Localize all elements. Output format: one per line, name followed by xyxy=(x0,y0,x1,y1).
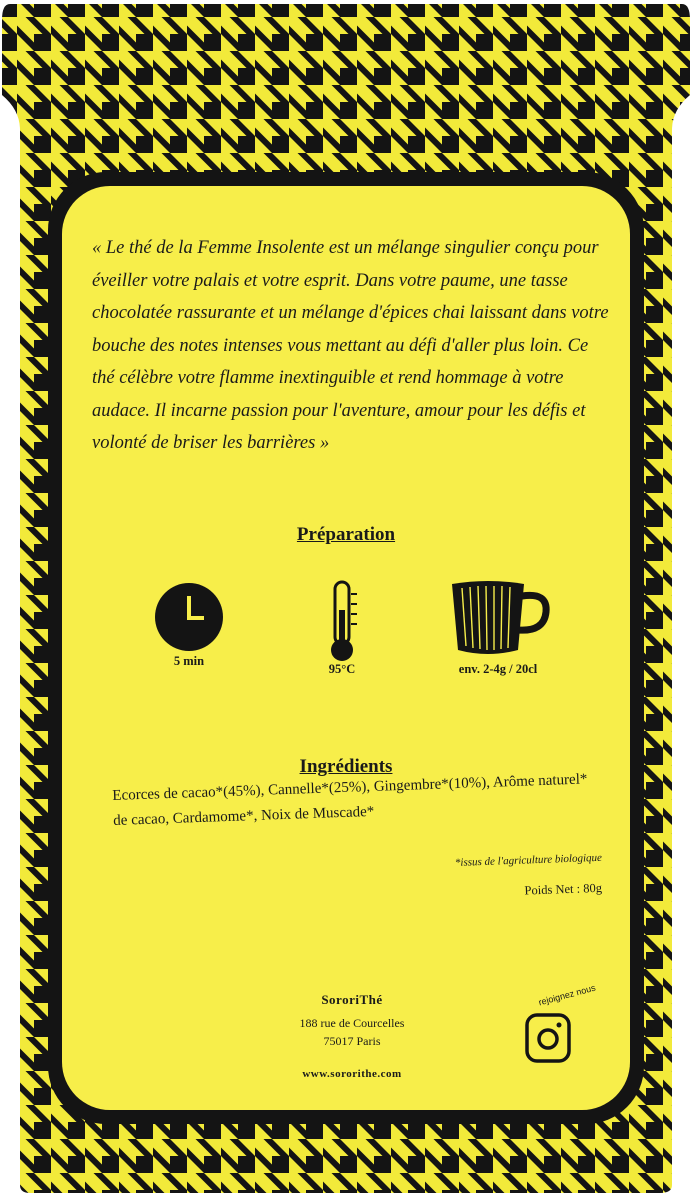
organic-note: *issus de l'agriculture biologique xyxy=(454,851,603,869)
temperature-label: 95°C xyxy=(328,662,356,676)
description-text: « Le thé de la Femme Insolente est un mélange singulier conçu pour éveiller votre palais et votre esprit. Dans votre paume, une tasse chocolatée rassurante et un mélange d'épices chai laissant dans votre bouche des notes intenses vous mettant au défi d'aller plus loin. Ce thé célèbre votre flamme inextinguible et rend hommage à votre audace. Il incarne passion pour l'aventure, amour pour les défis et volonté de briser les barrières » xyxy=(92,238,609,453)
net-weight: Poids Net : 80g xyxy=(524,880,603,898)
social-text: rejoignez nous xyxy=(537,982,597,1008)
prep-time-label: 5 min xyxy=(173,654,205,668)
dosage-label: env. 2-4g / 20cl xyxy=(458,662,538,676)
instagram-icon[interactable] xyxy=(524,1012,572,1064)
clock-icon xyxy=(152,580,226,654)
website-link[interactable]: www.sororithe.com xyxy=(302,1068,402,1080)
address-line1: 188 rue de Courcelles xyxy=(299,1016,405,1030)
cup-icon xyxy=(448,578,552,658)
ingredients-heading: Ingrédients xyxy=(299,756,393,777)
product-label xyxy=(62,186,630,1110)
ingredients-text: Ecorces de cacao*(45%), Cannelle*(25%), Gingembre*(10%), Arôme naturel* de cacao, Cardamome*, Noix de Muscade* xyxy=(112,771,588,829)
brand-logo: SororiThé xyxy=(321,992,383,1007)
preparation-heading: Préparation xyxy=(296,524,396,545)
thermometer-icon xyxy=(324,580,360,664)
address-line2: 75017 Paris xyxy=(323,1034,381,1048)
